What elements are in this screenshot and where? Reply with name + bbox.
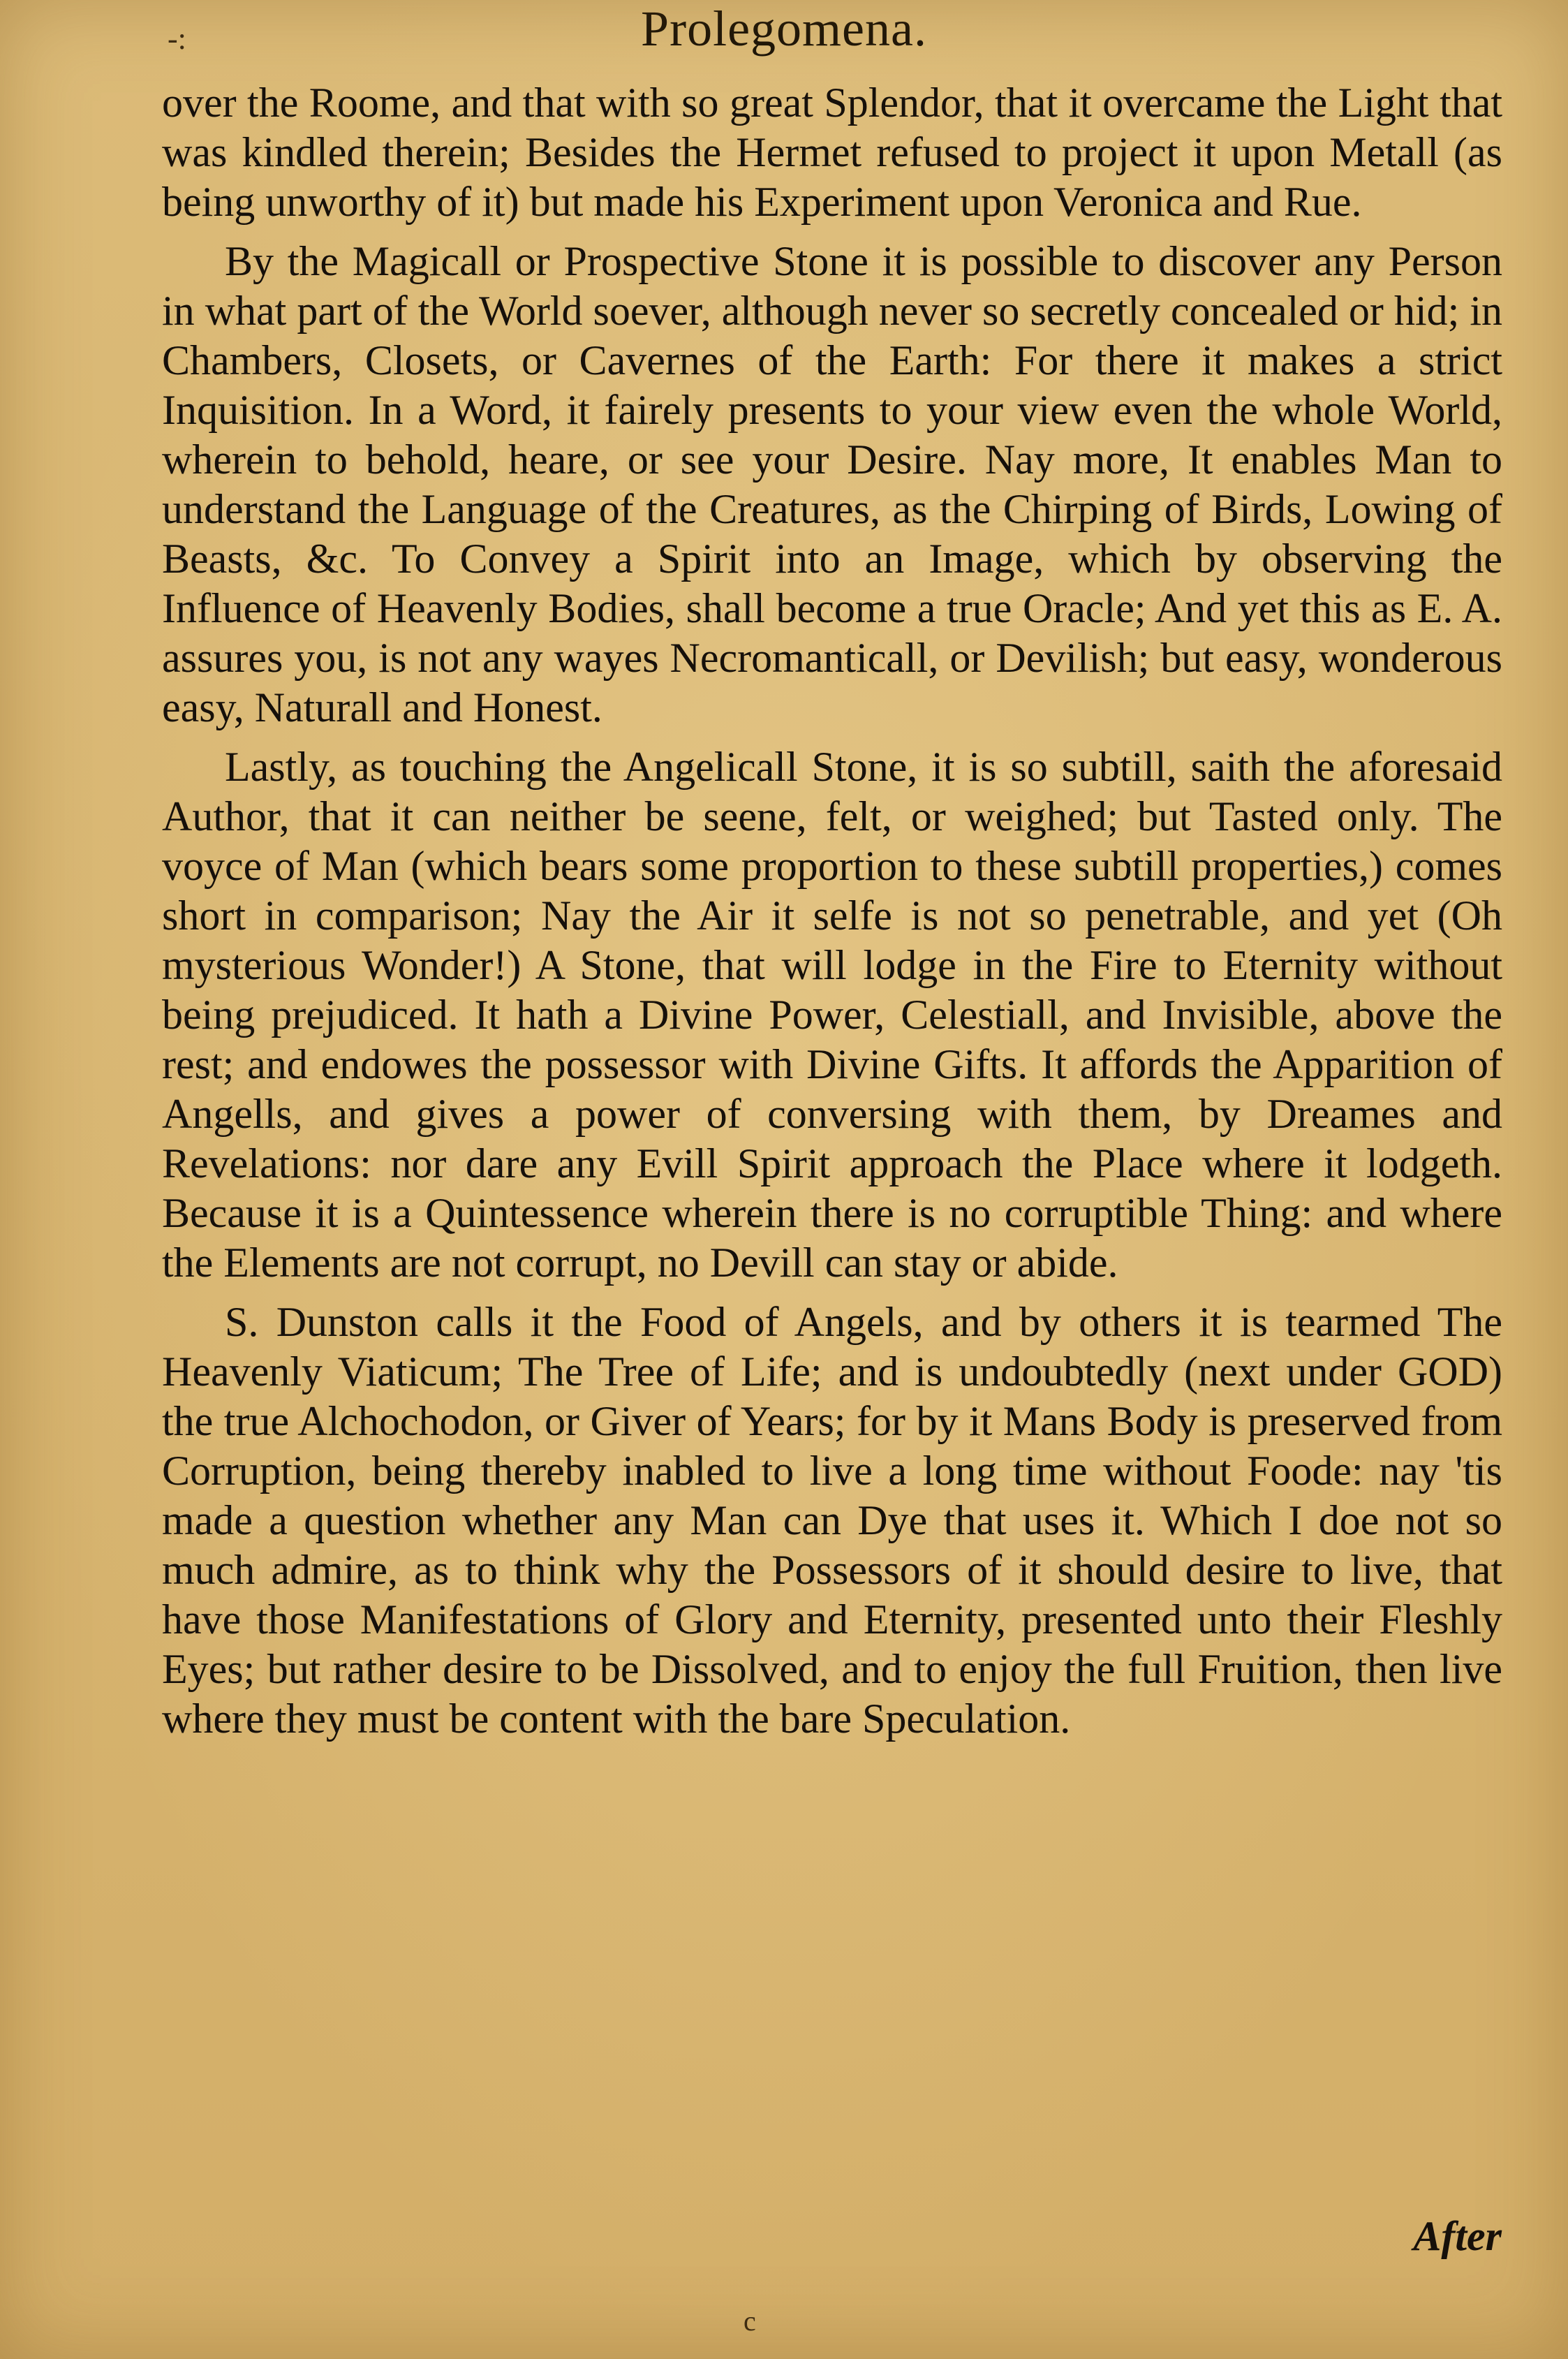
paragraph-continued: over the Roome, and that with so great Splendor, that it overcame the Light that was kindled therein; Besides the Hermet refused to project it upon Metall (as being unworthy of it) but made his Experiment upon Veronica and Rue. [162,80,1502,225]
paragraph-angelicall-stone: Lastly, as touching the Angelicall Stone, it is so subtill, saith the aforesaid Author, that it can neither be seene, felt, or weighed; but Tasted only. The voyce of Man (which bears some proportion to these subtill properties,) comes short in comparison; Nay the Air it selfe is not so penetrable, and yet (Oh mysterious Wonder!) A Stone, that will lodge in the Fire to Eternity without being prejudiced. It hath a Divine Power, Celestiall, and Invisible, above the rest; and endowes the possessor with Divine Gifts. It affords the Apparition of Angells, and gives a power of conversing with them, by Dreames and Revelations: nor dare any Evill Spirit approach the Place where it lodgeth. Because it is a Quintessence wherein there is no corruptible Thing: and where the Elements are not corrupt, no Devill can stay or abide. [162,744,1502,1286]
paragraph-magicall-stone: By the Magicall or Prospective Stone it is possible to discover any Person in what part of the World soever, although never so secretly concealed or hid; in Chambers, Closets, or Cavernes of the Earth: For there it makes a strict Inquisition. In a Word, it fairely presents to your view even the whole World, wherein to behold, heare, or see your Desire. Nay more, It enables Man to understand the Language of the Creatures, as the Chirping of Birds, Lowing of Beasts, &c. To Convey a Spirit into an Image, which by observing the Influence of Heavenly Bodies, shall become a true Oracle; And yet this as E. A. assures you, is not any wayes Necromanticall, or Devilish; but easy, wonderous easy, Naturall and Honest. [162,238,1502,730]
paragraph-dunston: S. Dunston calls it the Food of Angels, and by others it is tearmed The Heavenly Viaticum; The Tree of Life; and is undoubtedly (next under GOD) the true Alchochodon, or Giver of Years; for by it Mans Body is preserved from Corruption, being thereby inabled to live a long time without Foode: nay 'tis made a question whether any Man can Dye that uses it. Which I doe not so much admire, as to think why the Possessors of it should desire to live, that have those Manifestations of Glory and Eternity, presented unto their Fleshly Eyes; but rather desire to be Dissolved, and to enjoy the full Fruition, then live where they must be content with the bare Speculation. [162,1299,1502,1742]
catchword: After [1413,2213,1502,2259]
running-head: Prolegomena. [641,1,927,57]
body-text [162,78,1502,1744]
signature-mark: c [744,2305,756,2337]
corner-mark: -: [168,22,186,56]
